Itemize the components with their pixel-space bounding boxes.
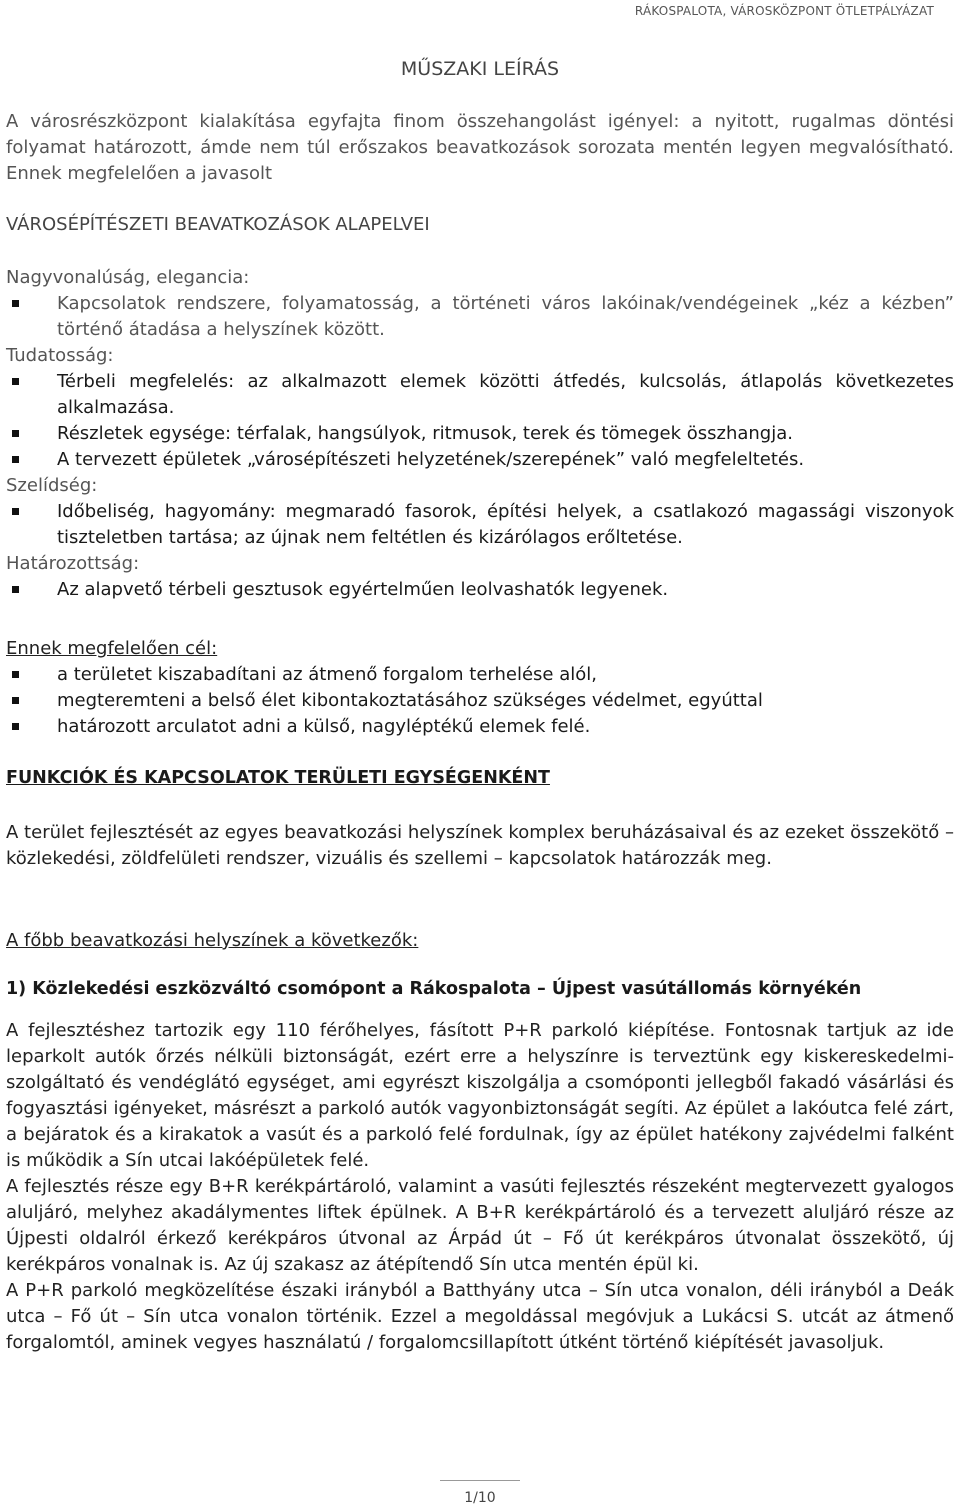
square-bullet-icon (12, 430, 19, 437)
page-number: 1/10 (464, 1490, 496, 1506)
group-label: Tudatosság: (6, 345, 114, 366)
section1-paragraph: A fejlesztés része egy B+R kerékpártároló, valamint a vasúti fejlesztés részeként megtervezett gyalogos aluljáró, melyhez akadálymentes liftek épülnek. A B+R kerékpártároló és a tervezett aluljáró része az Újpesti oldalról érkező kerékpáros útvonal az Árpád út – Fő út kerékpáros útvonalat összekötő, új kerékpáros vonalnak is. Az új szakasz az átépítendő Sín utca mentén épül ki. (6, 1176, 954, 1275)
page-header: RÁKOSPALOTA, VÁROSKÖZPONT ÖTLETPÁLYÁZAT (634, 4, 934, 18)
section1-paragraph: A fejlesztéshez tartozik egy 110 férőhelyes, fásított P+R parkoló kiépítése. Fontosnak tartjuk az ide leparkolt autók őrzés nélküli biztonságát, ezért erre a helyszínre is terveztünk egy kiskereskedelmi-szolgáltató és vendéglátó egységet, ami egyrészt kiszolgálja a csomóponti jellegből fakadó vásárlási és fogyasztási igényeket, másrészt a parkoló autók vagyonbiztonságát segíti. Az épület a lakóutca felé zárt, a bejáratok és a kirakatok a vasút és a parkoló felé fordulnak, így az épület hatékony zajvédelmi falként is működik a Sín utcai lakóépületek felé. (6, 1020, 954, 1171)
section1-heading: 1) Közlekedési eszközváltó csomópont a Rákospalota – Újpest vasútállomás környékén (6, 979, 862, 999)
principles-list (6, 265, 954, 603)
square-bullet-icon (12, 508, 19, 515)
list-item: A tervezett épületek „városépítészeti helyzetének/szerepének” való megfeleltetés. (6, 447, 954, 473)
list-item: megteremteni a belső élet kibontakoztatásához szükséges védelmet, egyúttal (6, 688, 954, 714)
section1-body (6, 1018, 954, 1356)
list-item: Térbeli megfelelés: az alkalmazott elemek közötti átfedés, kulcsolás, átlapolás következetes alkalmazása. (6, 369, 954, 421)
list-item: Kapcsolatok rendszere, folyamatosság, a történeti város lakóinak/vendégeinek „kéz a kézben” történő átadása a helyszínek között. (6, 291, 954, 343)
list-item: a területet kiszabadítani az átmenő forgalom terhelése alól, (6, 662, 954, 688)
square-bullet-icon (12, 723, 19, 730)
functions-heading: FUNKCIÓK ÉS KAPCSOLATOK TERÜLETI EGYSÉGENKÉNT (6, 768, 550, 788)
square-bullet-icon (12, 378, 19, 385)
goals-heading: Ennek megfelelően cél: (6, 638, 218, 659)
square-bullet-icon (12, 697, 19, 704)
section1-paragraph: A P+R parkoló megközelítése északi irányból a Batthyány utca – Sín utca vonalon, déli irányból a Deák utca – Fő út – Sín utca vonalon történik. Ezzel a megoldással megóvjuk a Lukácsi S. utcát az átmenő forgalomtól, aminek vegyes használatú / forgalomcsillapított útként történő kiépítését javasoljuk. (6, 1280, 954, 1353)
list-item: Az alapvető térbeli gesztusok egyértelműen leolvashatók legyenek. (6, 577, 954, 603)
list-item: Részletek egysége: térfalak, hangsúlyok, ritmusok, terek és tömegek összhangja. (6, 421, 954, 447)
group-label: Határozottság: (6, 553, 140, 574)
square-bullet-icon (12, 586, 19, 593)
group-label: Nagyvonalúság, elegancia: (6, 267, 250, 288)
goals-section (6, 636, 954, 740)
principles-heading: VÁROSÉPÍTÉSZETI BEAVATKOZÁSOK ALAPELVEI (6, 214, 430, 235)
list-item: Időbeliség, hagyomány: megmaradó fasorok, építési helyek, a csatlakozó magassági viszonyok tiszteletben tartása; az újnak nem feltétlen és kizárólagos erőltetése. (6, 499, 954, 551)
square-bullet-icon (12, 671, 19, 678)
square-bullet-icon (12, 300, 19, 307)
square-bullet-icon (12, 456, 19, 463)
footer-divider (440, 1480, 520, 1481)
sites-heading: A főbb beavatkozási helyszínek a következők: (6, 930, 419, 951)
document-title: MŰSZAKI LEÍRÁS (400, 58, 560, 80)
list-item: határozott arculatot adni a külső, nagyléptékű elemek felé. (6, 714, 954, 740)
group-label: Szelídség: (6, 475, 98, 496)
intro-paragraph: A városrészközpont kialakítása egyfajta finom összehangolást igényel: a nyitott, rugalmas döntési folyamat határozott, ámde nem túl erőszakos beavatkozások sorozata mentén legyen megvalósítható. Ennek megfelelően a javasolt (6, 111, 954, 184)
functions-paragraph: A terület fejlesztését az egyes beavatkozási helyszínek komplex beruházásaival és az ezeket összekötő – közlekedési, zöldfelületi rendszer, vizuális és szellemi – kapcsolatok határozzák meg. (6, 822, 954, 869)
